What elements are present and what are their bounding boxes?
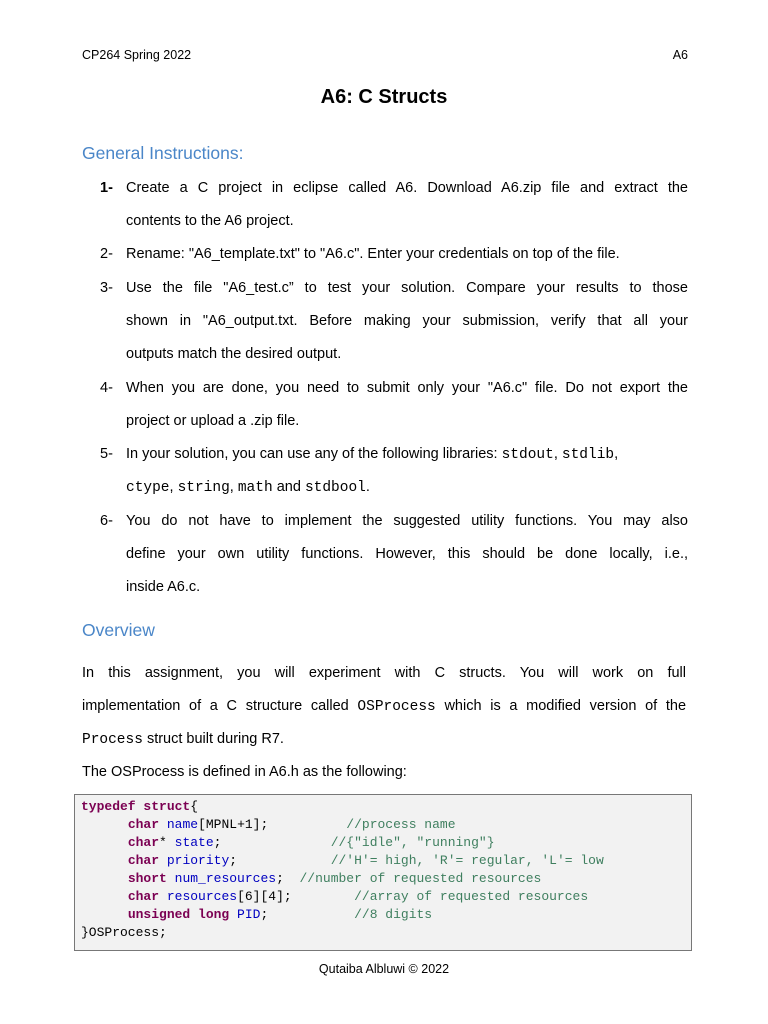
- list-item-text: Rename: "A6_template.txt" to "A6.c". Enter your credentials on top of the file.: [126, 246, 620, 262]
- list-item-text: In your solution, you can use any of the following libraries: stdout, stdlib,: [126, 446, 619, 463]
- paragraph-line: The OSProcess is defined in A6.h as the following:: [82, 764, 407, 780]
- library-name: ctype: [126, 480, 170, 496]
- paragraph-line: In this assignment, you will experiment with C structs. You will work on full: [82, 665, 686, 681]
- inline-code: Process: [82, 732, 143, 748]
- list-item-number: 2-: [100, 246, 113, 262]
- list-item-text: You do not have to implement the suggested utility functions. You may also: [126, 513, 688, 529]
- library-name: stdlib: [561, 447, 615, 463]
- list-item-text: define your own utility functions. However, this should be done locally, i.e.,: [126, 546, 688, 562]
- page-title: A6: C Structs: [320, 86, 448, 108]
- paragraph-line: Process struct built during R7.: [82, 731, 284, 748]
- list-item-number: 4-: [100, 380, 113, 396]
- list-item-text: project or upload a .zip file.: [126, 413, 300, 429]
- list-item-number: 3-: [100, 280, 113, 296]
- list-item-text: inside A6.c.: [126, 579, 201, 595]
- overview-heading: Overview: [82, 620, 155, 640]
- general-instructions-heading: General Instructions:: [82, 143, 244, 163]
- list-item-text: Use the file "A6_test.c” to test your solution. Compare your results to those: [126, 280, 688, 296]
- library-name: stdbool: [304, 480, 366, 496]
- list-item-number: 1-: [100, 180, 113, 196]
- header-assignment-tag: A6: [672, 48, 688, 62]
- list-item-text: ctype, string, math and stdbool.: [126, 479, 370, 496]
- list-item-text: When you are done, you need to submit only your "A6.c" file. Do not export the: [126, 380, 688, 396]
- page-footer: Qutaiba Albluwi © 2022: [318, 962, 450, 976]
- list-item-text: contents to the A6 project.: [126, 213, 294, 229]
- list-item-text: outputs match the desired output.: [126, 346, 342, 362]
- list-item-text: Create a C project in eclipse called A6. Download A6.zip file and extract the: [126, 180, 688, 196]
- code-text: typedef struct{ char name[MPNL+1]; //process name char* state; //{"idle", "running"} char priority; //'H'= high, 'R'= regular, 'L'= low short num_resources; //number of requested resources char resources[6][4]; //array of requested resources unsigned long PID; //8 digits }OSProcess;: [81, 799, 604, 940]
- paragraph-line: implementation of a C structure called OSProcess which is a modified version of the: [82, 698, 687, 715]
- header-course: CP264 Spring 2022: [82, 48, 192, 62]
- list-item-number: 6-: [100, 513, 113, 529]
- inline-code: OSProcess: [357, 699, 436, 715]
- library-name: stdout: [501, 447, 554, 463]
- list-item-number: 5-: [100, 446, 113, 462]
- code-block: [74, 794, 692, 951]
- list-item-text: shown in "A6_output.txt. Before making your submission, verify that all your: [126, 313, 688, 329]
- library-name: string: [177, 480, 230, 496]
- library-name: math: [237, 480, 273, 496]
